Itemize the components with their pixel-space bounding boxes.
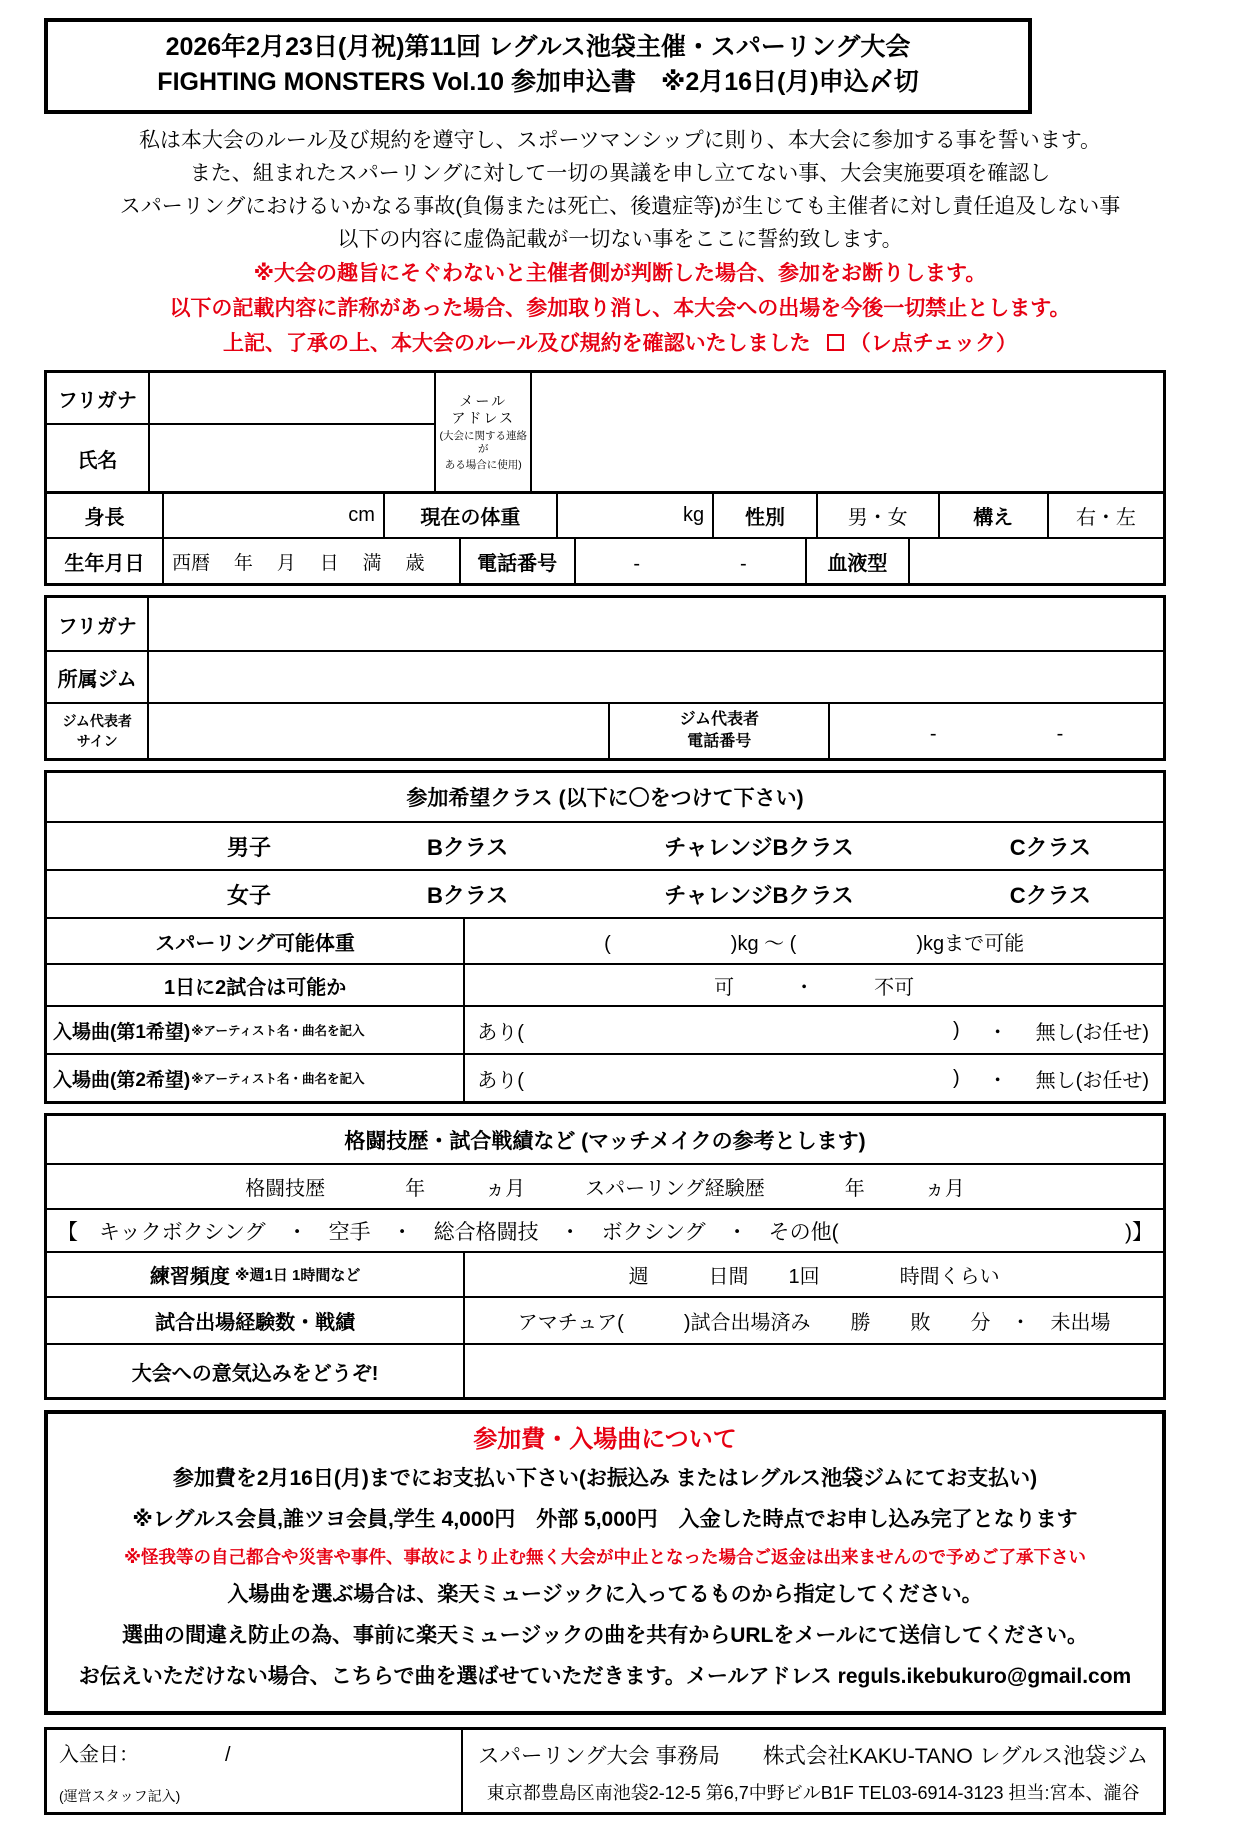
class-section-header: 参加希望クラス (以下に〇をつけて下さい)	[406, 787, 804, 810]
event-title: 2026年2月23日(月祝)第11回 レグルス池袋主催・スパーリング大会	[165, 33, 911, 61]
sparring-weight-input[interactable]: ( )kg ～ ( )kgまで可能	[463, 919, 1163, 963]
email-label: メール アドレス (大会に関する連絡が ある場合に使用)	[434, 373, 530, 491]
fee-note-line: 入場曲を選ぶ場合は、楽天ミュージックに入ってるものから指定してください。	[227, 1583, 983, 1606]
song-none-option[interactable]: 無し(お任せ)	[1035, 1021, 1149, 1044]
stance-options[interactable]: 右・左	[1047, 494, 1163, 537]
gym-name-input[interactable]	[147, 652, 1163, 702]
name-input[interactable]	[148, 425, 435, 491]
fee-note-line: 選曲の間違え防止の為、事前に楽天ミュージックの曲を共有からURLをメールにて送信してください。	[122, 1624, 1088, 1647]
experience-years-input[interactable]: 格闘技歴 年 ヵ月 スパーリング経験歴 年 ヵ月	[245, 1178, 965, 1200]
gym-name-label: 所属ジム	[57, 668, 137, 691]
practice-frequency-label: 練習頻度 ※週1日 1時間など	[149, 1266, 361, 1288]
entrance-song-2-label: 入場曲(第2希望) ※アーティスト名・曲名を記入	[53, 1069, 365, 1091]
warning-line: 以下の記載内容に詐称があった場合、参加取り消し、本大会への出場を今後一切禁止とします。	[169, 297, 1071, 320]
height-label: 身長	[84, 507, 125, 529]
gym-furigana-label: フリガナ	[57, 615, 137, 638]
fee-refund-warning: ※怪我等の自己都合や災害や事件、事故により止む無く大会が中止となった場合ご返金は出来ませんので予めご了承下さい	[123, 1547, 1086, 1567]
pledge-line: スパーリングにおけるいかなる事故(負傷または死亡、後遺症等)が生じても主催者に対し責任追及しない事	[119, 195, 1121, 218]
form-title-deadline: FIGHTING MONSTERS Vol.10 参加申込書 ※2月16日(月)申込〆切	[157, 68, 919, 96]
fee-section-header: 参加費・入場曲について	[473, 1426, 737, 1453]
entrance-song-1-label: 入場曲(第1希望) ※アーティスト名・曲名を記入	[53, 1021, 365, 1043]
discipline-options[interactable]: 【 キックボクシング ・ 空手 ・ 総合格闘技 ・ ボクシング ・ その他( )】	[47, 1208, 1163, 1251]
deposit-date-label: 入金日： /	[59, 1744, 231, 1766]
personal-info-table	[44, 370, 1166, 586]
match-record-input[interactable]: アマチュア( )試合出場済み 勝 敗 分 ・ 未出場	[463, 1298, 1163, 1343]
birthdate-label: 生年月日	[64, 552, 145, 575]
deposit-date-cell[interactable]	[47, 1730, 463, 1812]
office-footer-box	[44, 1727, 1166, 1815]
email-input[interactable]	[530, 373, 1163, 491]
sex-label: 性別	[712, 494, 816, 537]
entrance-song-1-input[interactable]: あり( ) ・ 無し(お任せ)	[463, 1007, 1163, 1053]
match-record-label: 試合出場経験数・戦績	[155, 1312, 356, 1334]
fee-info-box	[44, 1410, 1166, 1715]
gender-male: 男子	[227, 834, 272, 860]
class-selection-table	[44, 770, 1166, 1104]
class-option-b[interactable]: Bクラス	[427, 882, 509, 908]
title-box	[44, 18, 1032, 114]
stance-label: 構え	[938, 494, 1047, 537]
fee-note-line: ※レグルス会員,誰ツヨ会員,学生 4,000円 外部 5,000円 入金した時点でお申し込み完了となります	[132, 1508, 1078, 1531]
pledge-line: 私は本大会のルール及び規約を遵守し、スポーツマンシップに則り、本大会に参加する事を誓います。	[138, 129, 1102, 152]
gym-furigana-input[interactable]	[147, 598, 1163, 650]
birthdate-input[interactable]: 西暦 年 月 日 満 歳	[162, 539, 459, 583]
enthusiasm-label: 大会への意気込みをどうぞ!	[131, 1362, 379, 1385]
office-info-cell	[463, 1730, 1163, 1812]
class-option-c[interactable]: Cクラス	[1009, 834, 1091, 860]
gym-rep-sign-input[interactable]	[147, 704, 608, 758]
agreement-text: 上記、了承の上、本大会のルール及び規約を確認いたしました	[223, 332, 811, 355]
fee-note-line: 参加費を2月16日(月)までにお支払い下さい(お振込み またはレグルス池袋ジムにてお支払い)	[172, 1467, 1038, 1490]
practice-frequency-input[interactable]: 週 日間 1回 時間くらい	[463, 1253, 1163, 1296]
gym-rep-sign-label: ジム代表者 サイン	[62, 713, 132, 749]
pledge-line: また、組まれたスパーリングに対して一切の異議を申し立てない事、大会実施要項を確認し	[189, 162, 1051, 185]
phone-label: 電話番号	[459, 539, 574, 583]
fight-history-table	[44, 1113, 1166, 1400]
phone-input[interactable]: - -	[574, 539, 805, 583]
furigana-label: フリガナ	[57, 389, 137, 412]
class-option-b[interactable]: Bクラス	[427, 834, 509, 860]
class-option-challenge-b[interactable]: チャレンジBクラス	[664, 882, 854, 908]
sparring-weight-label: スパーリング可能体重	[155, 932, 355, 955]
class-row-female	[47, 869, 1163, 917]
birth-phone-row	[47, 537, 1163, 583]
warning-line: ※大会の趣旨にそぐわないと主催者側が判断した場合、参加をお断りします。	[253, 262, 987, 285]
class-option-c[interactable]: Cクラス	[1009, 882, 1091, 908]
agreement-suffix: （レ点チェック）	[849, 332, 1017, 355]
office-name: スパーリング大会 事務局 株式会社KAKU-TANO レグルス池袋ジム	[477, 1744, 1149, 1768]
history-section-header: 格闘技歴・試合戦績など (マッチメイクの参考とします)	[344, 1129, 866, 1153]
gym-rep-phone-input[interactable]: - -	[828, 704, 1163, 758]
height-weight-row	[47, 491, 1163, 537]
fee-contact-line: お伝えいただけない場合、こちらで曲を選ばせていただきます。メールアドレス reguls.ikebukuro@gmail.com	[78, 1665, 1132, 1688]
warning-text	[44, 256, 1196, 361]
name-email-rows	[47, 373, 1163, 491]
gym-rep-phone-label: ジム代表者 電話番号	[608, 704, 828, 758]
two-bouts-label: 1日に2試合は可能か	[164, 976, 347, 999]
staff-note: (運営スタッフ記入)	[59, 1788, 181, 1804]
gym-info-table	[44, 595, 1166, 761]
blood-type-input[interactable]	[908, 539, 1163, 583]
song-none-option[interactable]: 無し(お任せ)	[1035, 1069, 1149, 1092]
two-bouts-options[interactable]: 可 ・ 不可	[463, 965, 1163, 1005]
agreement-line	[44, 326, 1196, 361]
class-row-male	[47, 821, 1163, 869]
furigana-input[interactable]	[148, 373, 435, 423]
height-input[interactable]: cm	[162, 494, 383, 537]
entrance-song-2-input[interactable]: あり( ) ・ 無し(お任せ)	[463, 1055, 1163, 1101]
agreement-checkbox[interactable]	[827, 334, 844, 351]
gender-female: 女子	[227, 882, 272, 908]
weight-input[interactable]: kg	[556, 494, 712, 537]
pledge-text	[44, 124, 1196, 256]
current-weight-label: 現在の体重	[383, 494, 556, 537]
office-address: 東京都豊島区南池袋2-12-5 第6,7中野ビルB1F TEL03-6914-3123 担当:宮本、瀧谷	[486, 1783, 1140, 1803]
blood-type-label: 血液型	[805, 539, 909, 583]
class-option-challenge-b[interactable]: チャレンジBクラス	[664, 834, 854, 860]
pledge-line: 以下の内容に虚偽記載が一切ない事をここに誓約致します。	[337, 228, 903, 251]
enthusiasm-input[interactable]	[463, 1345, 1163, 1397]
name-label: 氏名	[77, 449, 118, 472]
sex-options[interactable]: 男・女	[816, 494, 938, 537]
